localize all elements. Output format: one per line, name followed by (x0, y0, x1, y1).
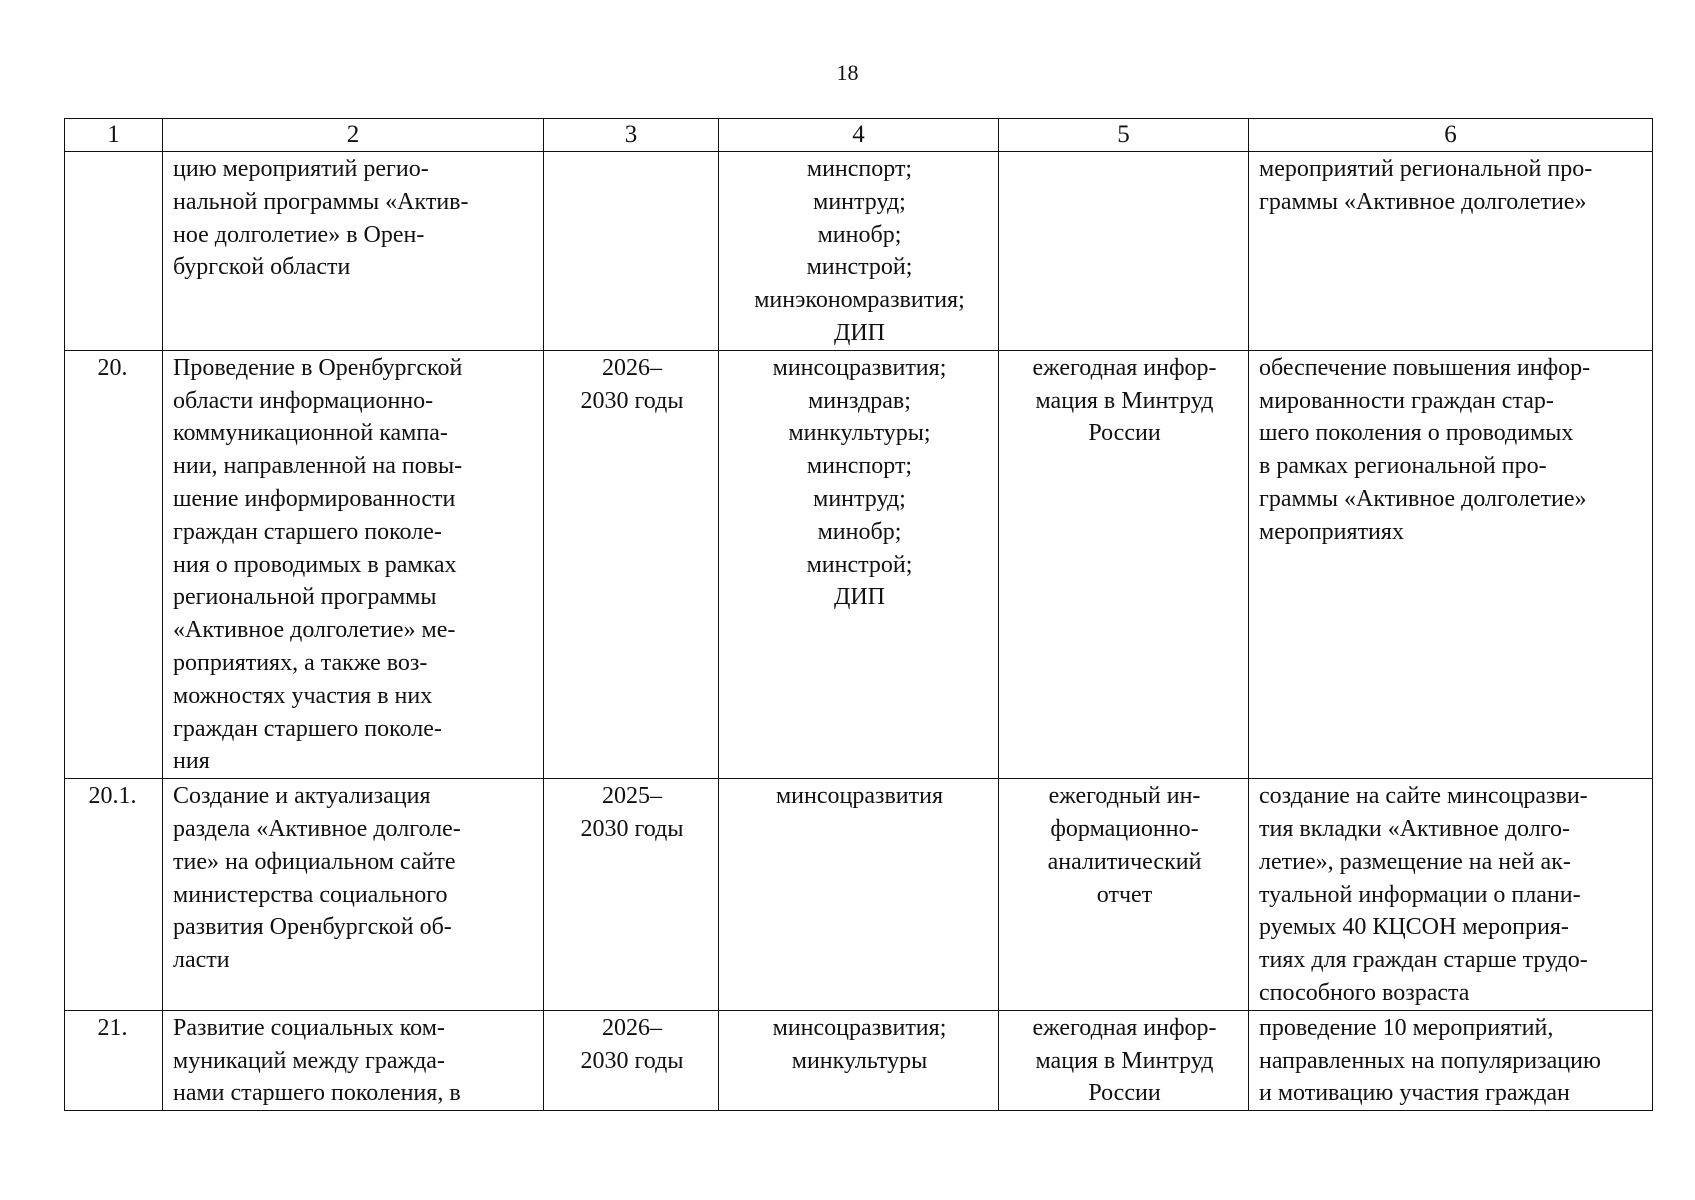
table-row (65, 779, 1653, 1011)
header-cell-3: 3 (544, 119, 719, 152)
event-name-line: Развитие социальных ком- (173, 1014, 445, 1041)
result-line: граммы «Активное долголетие» (1259, 485, 1587, 512)
table-row (65, 1010, 1653, 1110)
result-line: способного возраста (1259, 979, 1470, 1006)
result-line: направленных на популяризацию (1259, 1047, 1601, 1074)
reporting-cell (999, 350, 1249, 778)
executor-line: минсоцразвития; (772, 354, 947, 381)
executor-line: минкультуры; (788, 420, 931, 447)
period-cell (544, 779, 719, 1011)
period-line: 2030 годы (580, 815, 684, 842)
reporting-line: аналитический (1047, 848, 1202, 875)
page-number: 18 (836, 60, 859, 85)
reporting-line: отчет (1096, 881, 1153, 908)
event-name-line: ласти (173, 947, 230, 974)
reporting-line: России (1088, 1080, 1161, 1107)
event-name-line: граждан старшего поколе- (173, 715, 442, 742)
executor-line: минспорт; (806, 453, 913, 480)
executor-line: минтруд; (813, 485, 906, 512)
event-name-line: нии, направленной на повы- (173, 453, 463, 480)
event-name-line: области информационно- (173, 387, 434, 414)
header-cell-2: 2 (163, 119, 544, 152)
reporting-line: мация в Минтруд (1035, 1047, 1214, 1074)
result-line: мированности граждан стар- (1259, 387, 1554, 414)
table-header-row (65, 119, 1653, 152)
result-line: руемых 40 КЦСОН мероприя- (1259, 914, 1569, 941)
result-cell (1249, 1010, 1653, 1110)
event-name-line: развития Оренбургской об- (173, 914, 452, 941)
events-table (64, 118, 1653, 1111)
executor-line: минспорт; (806, 156, 913, 182)
event-name-line: тие» на официальном сайте (173, 848, 456, 875)
result-line: тия вкладки «Активное долго- (1259, 815, 1570, 842)
event-name-cell (163, 1010, 544, 1110)
event-name-line: Проведение в Оренбургской (173, 354, 463, 381)
table-row (65, 152, 1653, 351)
event-name-line: ное долголетие» в Орен- (173, 221, 425, 248)
period-cell (544, 1010, 719, 1110)
result-cell (1249, 350, 1653, 778)
period-line: 2030 годы (580, 1047, 684, 1074)
event-name-line: граждан старшего поколе- (173, 518, 442, 545)
period-line: 2026– (602, 354, 662, 381)
reporting-line: ежегодная инфор- (1032, 354, 1217, 381)
period-cell (544, 152, 719, 351)
executor-line: минкультуры (791, 1047, 928, 1074)
event-name-line: министерства социального (173, 881, 448, 908)
period-line: 2025– (602, 783, 662, 810)
executors-cell (719, 350, 999, 778)
executor-line: минсоцразвития (775, 783, 944, 810)
result-cell (1249, 152, 1653, 351)
executors-cell (719, 152, 999, 351)
event-name-line: нальной программы «Актив- (173, 188, 469, 215)
executor-line: минсоцразвития; (772, 1014, 947, 1041)
result-line: тиях для граждан старше трудо- (1259, 947, 1588, 974)
event-name-line: Создание и актуализация (173, 783, 431, 810)
executor-line: минтруд; (813, 188, 906, 215)
row-number: 20. (65, 350, 163, 778)
event-name-line: шение информированности (173, 485, 456, 512)
row-number: 21. (65, 1010, 163, 1110)
event-name-line: коммуникационной кампа- (173, 420, 448, 447)
period-line: 2030 годы (580, 387, 684, 414)
reporting-cell (999, 779, 1249, 1011)
reporting-line: России (1088, 420, 1161, 447)
result-line: мероприятиях (1259, 518, 1404, 545)
header-cell-6: 6 (1249, 119, 1653, 152)
row-number (65, 152, 163, 351)
header-cell-4: 4 (719, 119, 999, 152)
result-line: туальной информации о плани- (1259, 881, 1581, 908)
event-name-line: роприятиях, а также воз- (173, 649, 428, 676)
reporting-line: мация в Минтруд (1035, 387, 1214, 414)
result-line: мероприятий региональной про- (1259, 156, 1593, 182)
event-name-cell (163, 779, 544, 1011)
period-line: 2026– (602, 1014, 662, 1041)
executor-line: минэкономразвития; (754, 287, 965, 314)
executor-line: ДИП (833, 584, 886, 611)
result-line: проведение 10 мероприятий, (1259, 1014, 1554, 1041)
event-name-cell (163, 152, 544, 351)
result-line: летие», размещение на ней ак- (1259, 848, 1571, 875)
executor-line: минобр; (817, 518, 902, 545)
result-line: шего поколения о проводимых (1259, 420, 1574, 447)
result-line: в рамках региональной про- (1259, 453, 1547, 480)
executors-cell (719, 1010, 999, 1110)
reporting-cell (999, 1010, 1249, 1110)
reporting-line: формационно- (1050, 815, 1199, 842)
result-line: создание на сайте минсоцразви- (1259, 783, 1588, 810)
executor-line: минздрав; (808, 387, 911, 414)
event-name-line: ния (173, 748, 210, 775)
executor-line: минстрой; (806, 551, 913, 578)
reporting-line: ежегодный ин- (1048, 783, 1201, 810)
event-name-line: муникаций между гражда- (173, 1047, 445, 1074)
event-name-line: раздела «Активное долголе- (173, 815, 461, 842)
result-line: граммы «Активное долголетие» (1259, 188, 1587, 215)
event-name-line: региональной программы (173, 584, 437, 611)
executor-line: минстрой; (806, 254, 913, 281)
header-cell-1: 1 (65, 119, 163, 152)
reporting-line: ежегодная инфор- (1032, 1014, 1217, 1041)
event-name-line: ния о проводимых в рамках (173, 551, 457, 578)
header-cell-5: 5 (999, 119, 1249, 152)
executor-line: минобр; (817, 221, 902, 248)
table-row (65, 350, 1653, 778)
event-name-line: нами старшего поколения, в (173, 1080, 461, 1107)
executor-line: ДИП (833, 319, 886, 346)
event-name-line: можностях участия в них (173, 682, 433, 709)
event-name-line: «Активное долголетие» ме- (173, 617, 456, 644)
row-number: 20.1. (65, 779, 163, 1011)
result-line: обеспечение повышения инфор- (1259, 354, 1591, 381)
reporting-cell (999, 152, 1249, 351)
result-line: и мотивацию участия граждан (1259, 1080, 1570, 1107)
event-name-cell (163, 350, 544, 778)
result-cell (1249, 779, 1653, 1011)
period-cell (544, 350, 719, 778)
executors-cell (719, 779, 999, 1011)
event-name-line: цию мероприятий регио- (173, 156, 429, 182)
event-name-line: бургской области (173, 254, 351, 281)
